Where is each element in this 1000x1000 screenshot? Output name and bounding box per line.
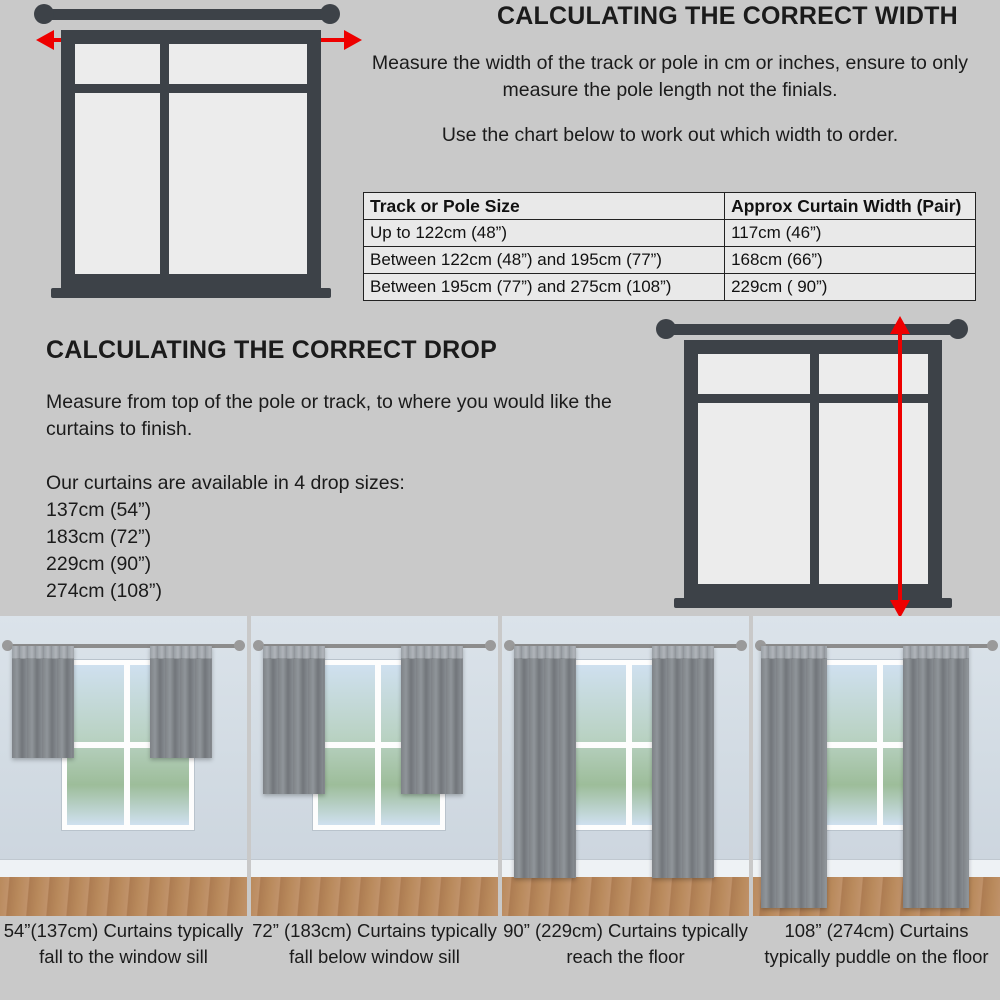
drop-section-paragraph-2: Our curtains are available in 4 drop sizes: bbox=[46, 472, 405, 494]
curtain-rod-end-right bbox=[736, 640, 747, 651]
window-mullion-vertical bbox=[160, 44, 169, 274]
window-mullion-horizontal bbox=[698, 394, 928, 403]
pole-finial-left bbox=[656, 319, 676, 339]
table-row bbox=[364, 247, 976, 274]
width-arrow-head-right bbox=[344, 30, 362, 50]
curtain-heading-tape bbox=[150, 646, 212, 659]
photo-caption: 54”(137cm) Curtains typically fall to the window sill bbox=[3, 920, 244, 967]
table-header-row bbox=[364, 193, 976, 220]
table-row bbox=[364, 274, 976, 301]
curtain-heading-tape bbox=[761, 646, 827, 659]
drop-size-3: 229cm (90”) bbox=[46, 553, 152, 575]
drop-size-4: 274cm (108”) bbox=[46, 580, 162, 602]
table-cell-track-size: Up to 122cm (48”) bbox=[364, 220, 725, 247]
table-header-track-size: Track or Pole Size bbox=[364, 193, 725, 220]
curtain-right-panel bbox=[150, 646, 212, 758]
table-cell-curtain-width: 117cm (46”) bbox=[725, 220, 976, 247]
size-chart-table bbox=[363, 192, 976, 301]
room-photo bbox=[251, 616, 498, 916]
curtain-left-panel bbox=[263, 646, 325, 794]
drop-size-2: 183cm (72”) bbox=[46, 526, 152, 548]
photo-cell-108in bbox=[753, 616, 1000, 1000]
curtain-rod-end-right bbox=[485, 640, 496, 651]
photo-cell-54in bbox=[0, 616, 247, 1000]
curtain-rod-end-right bbox=[987, 640, 998, 651]
curtain-heading-tape bbox=[263, 646, 325, 659]
photo-caption: 90” (229cm) Curtains typically reach the floor bbox=[503, 920, 748, 967]
curtain-left-panel bbox=[514, 646, 576, 878]
drop-section-title: CALCULATING THE CORRECT DROP bbox=[46, 336, 497, 364]
drop-arrow-head-top bbox=[890, 316, 910, 334]
skirting-board bbox=[251, 859, 498, 878]
room-photo bbox=[0, 616, 247, 916]
curtain-left-panel bbox=[12, 646, 74, 758]
table-header-curtain-width: Approx Curtain Width (Pair) bbox=[725, 193, 976, 220]
curtain-right-panel bbox=[401, 646, 463, 794]
curtain-pole bbox=[42, 9, 338, 20]
skirting-board bbox=[0, 859, 247, 878]
window-sill bbox=[51, 288, 331, 298]
width-section-paragraph-2: Use the chart below to work out which width to order. bbox=[441, 124, 899, 146]
curtain-heading-tape bbox=[903, 646, 969, 659]
width-arrow-head-left bbox=[36, 30, 54, 50]
table-cell-curtain-width: 168cm (66”) bbox=[725, 247, 976, 274]
pole-finial-right bbox=[320, 4, 340, 24]
curtain-rod-end-right bbox=[234, 640, 245, 651]
wooden-floor bbox=[502, 877, 749, 916]
width-section-title: CALCULATING THE CORRECT WIDTH bbox=[497, 2, 958, 30]
curtain-right-panel bbox=[652, 646, 714, 878]
curtain-right-panel bbox=[903, 646, 969, 908]
photo-cell-90in bbox=[502, 616, 749, 1000]
room-photo bbox=[502, 616, 749, 916]
curtain-heading-tape bbox=[514, 646, 576, 659]
wooden-floor bbox=[0, 877, 247, 916]
pole-finial-left bbox=[34, 4, 54, 24]
drop-arrow-line bbox=[898, 332, 902, 604]
window-sill bbox=[674, 598, 952, 608]
curtain-heading-tape bbox=[12, 646, 74, 659]
drop-size-1: 137cm (54”) bbox=[46, 499, 152, 521]
window-mullion-vertical bbox=[810, 354, 819, 584]
window-mullion-horizontal bbox=[75, 84, 307, 93]
drop-window-diagram bbox=[650, 318, 990, 618]
table-cell-track-size: Between 195cm (77”) and 275cm (108”) bbox=[364, 274, 725, 301]
wooden-floor bbox=[251, 877, 498, 916]
photo-caption: 108” (274cm) Curtains typically puddle on the floor bbox=[764, 920, 989, 967]
curtain-heading-tape bbox=[401, 646, 463, 659]
drop-section-paragraph-1: Measure from top of the pole or track, to where you would like the curtains to finish. bbox=[46, 391, 612, 440]
curtain-drop-photo-strip bbox=[0, 616, 1000, 1000]
photo-caption: 72” (183cm) Curtains typically fall below window sill bbox=[252, 920, 497, 967]
curtain-left-panel bbox=[761, 646, 827, 908]
width-section-paragraph-1: Measure the width of the track or pole in cm or inches, ensure to only measure the pole length not the finials. bbox=[371, 52, 969, 101]
width-window-diagram bbox=[20, 0, 350, 310]
room-photo bbox=[753, 616, 1000, 916]
pole-finial-right bbox=[948, 319, 968, 339]
table-row bbox=[364, 220, 976, 247]
photo-cell-72in bbox=[251, 616, 498, 1000]
table-cell-curtain-width: 229cm ( 90”) bbox=[725, 274, 976, 301]
window-glass bbox=[75, 44, 307, 274]
curtain-heading-tape bbox=[652, 646, 714, 659]
curtain-pole bbox=[664, 324, 964, 335]
table-cell-track-size: Between 122cm (48”) and 195cm (77”) bbox=[364, 247, 725, 274]
